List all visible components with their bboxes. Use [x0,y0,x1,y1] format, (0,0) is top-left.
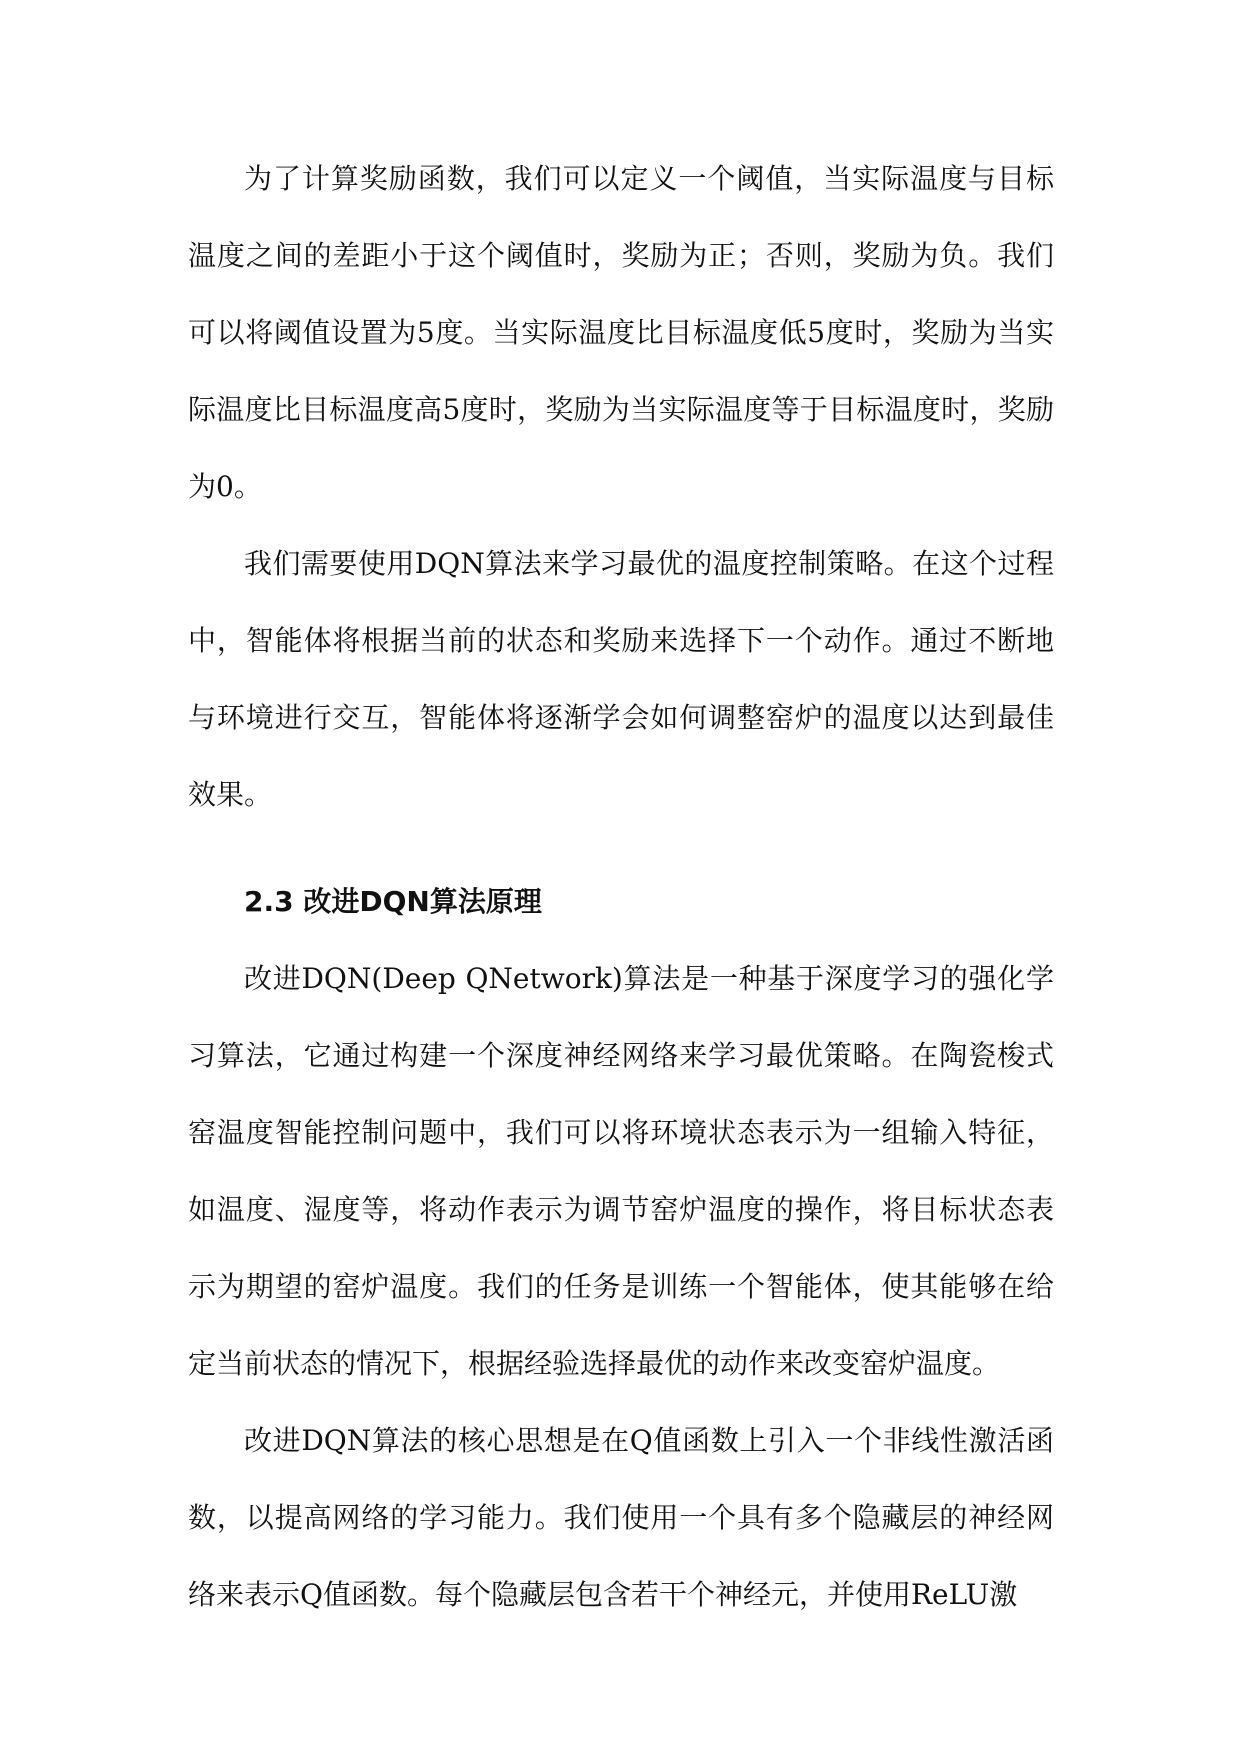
document-body [188,140,1054,1633]
paragraph-dqn-learning: 我们需要使用DQN算法来学习最优的温度控制策略。在这个过程中，智能体将根据当前的状态和奖励来选择下一个动作。通过不断地与环境进行交互，智能体将逐渐学会如何调整窑炉的温度以达到最佳效果。 [188,547,1054,811]
paragraph-reward-threshold: 为了计算奖励函数，我们可以定义一个阈值，当实际温度与目标温度之间的差距小于这个阈值时，奖励为正；否则，奖励为负。我们可以将阈值设置为5度。当实际温度比目标温度低5度时，奖励为当实际温度比目标温度高5度时，奖励为当实际温度等于目标温度时，奖励为0。 [188,162,1054,503]
section-heading: 2.3 改进DQN算法原理 [244,885,542,918]
paragraph-improved-dqn-core: 改进DQN算法的核心思想是在Q值函数上引入一个非线性激活函数，以提高网络的学习能力。我们使用一个具有多个隐藏层的神经网络来表示Q值函数。每个隐藏层包含若干个神经元，并使用ReLU激 [188,1424,1054,1611]
paragraph-improved-dqn-intro: 改进DQN(Deep QNetwork)算法是一种基于深度学习的强化学习算法，它通过构建一个深度神经网络来学习最优策略。在陶瓷梭式窑温度智能控制问题中，我们可以将环境状态表示为一组输入特征，如温度、湿度等，将动作表示为调节窑炉温度的操作，将目标状态表示为期望的窑炉温度。我们的任务是训练一个智能体，使其能够在给定当前状态的情况下，根据经验选择最优的动作来改变窑炉温度。 [188,962,1054,1380]
